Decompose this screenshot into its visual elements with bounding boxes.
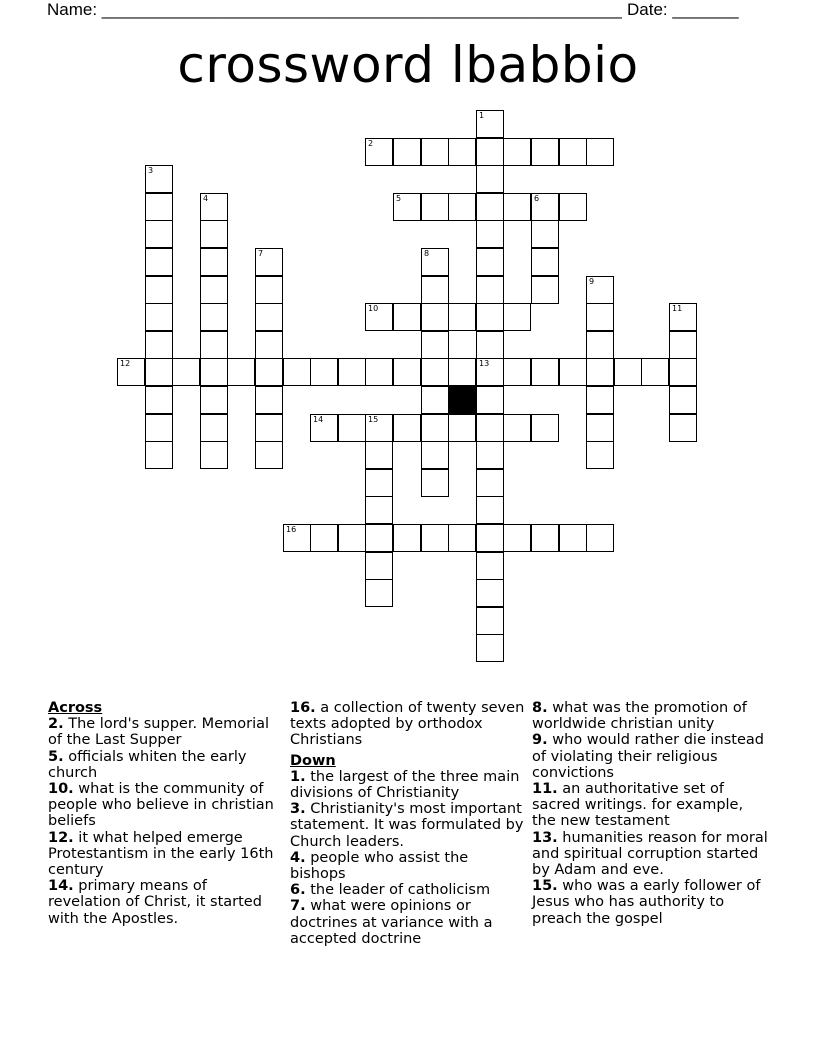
clue-text: primary means of revelation of Christ, it started with the Apostles. xyxy=(48,878,262,927)
grid-cell[interactable] xyxy=(531,358,559,386)
grid-cell[interactable] xyxy=(476,524,504,552)
grid-cell[interactable] xyxy=(255,248,283,276)
clue-text: the largest of the three main divisions of Christianity xyxy=(290,768,520,802)
grid-cell[interactable] xyxy=(200,386,228,414)
grid-cell[interactable] xyxy=(476,358,504,386)
grid-cell[interactable] xyxy=(255,276,283,304)
clue-text: an authoritative set of sacred writings. for example, the new testament xyxy=(532,781,744,830)
cell-number: 8 xyxy=(424,249,430,258)
grid-cell[interactable] xyxy=(586,386,614,414)
grid-cell[interactable] xyxy=(117,358,145,386)
clue-number: 4. xyxy=(290,849,306,866)
clue-text: it what helped emerge Protestantism in the early 16th century xyxy=(48,829,274,879)
grid-cell[interactable] xyxy=(200,276,228,304)
grid-cell[interactable] xyxy=(200,414,228,442)
cell-number: 10 xyxy=(368,304,379,313)
grid-cell[interactable] xyxy=(531,193,559,221)
cell-number: 7 xyxy=(258,249,264,258)
cell-number: 11 xyxy=(672,304,683,313)
grid-cell[interactable] xyxy=(365,358,393,386)
down-clue-list xyxy=(290,769,526,947)
grid-cell[interactable] xyxy=(255,386,283,414)
cell-number: 13 xyxy=(479,359,490,368)
grid-cell[interactable] xyxy=(614,358,642,386)
grid-cell[interactable] xyxy=(200,441,228,469)
grid-cell[interactable] xyxy=(476,276,504,304)
grid-cell[interactable] xyxy=(310,524,338,552)
grid-cell[interactable] xyxy=(145,441,173,469)
grid-cell[interactable] xyxy=(559,358,587,386)
grid-cell[interactable] xyxy=(503,193,531,221)
grid-cell[interactable] xyxy=(365,579,393,607)
clue-text: people who assist the bishops xyxy=(290,849,469,883)
clue-number: 5. xyxy=(48,748,64,765)
grid-cell[interactable] xyxy=(145,414,173,442)
grid-cell[interactable] xyxy=(393,414,421,442)
grid-cell[interactable] xyxy=(476,138,504,166)
clue-text: what is the community of people who believe in christian beliefs xyxy=(48,781,274,830)
grid-cell[interactable] xyxy=(200,220,228,248)
clue-number: 2. xyxy=(48,716,64,733)
clue-item xyxy=(290,769,526,801)
grid-cell[interactable] xyxy=(448,138,476,166)
grid-cell[interactable] xyxy=(365,469,393,497)
clue-item xyxy=(532,830,768,879)
cell-number: 9 xyxy=(589,277,595,286)
grid-cell[interactable] xyxy=(503,138,531,166)
clue-number: 3. xyxy=(290,801,306,818)
grid-cell[interactable] xyxy=(421,358,449,386)
grid-cell[interactable] xyxy=(421,469,449,497)
clue-number: 12. xyxy=(48,829,74,846)
cell-number: 16 xyxy=(286,525,297,534)
grid-cell[interactable] xyxy=(586,414,614,442)
clue-number: 7. xyxy=(290,898,306,915)
grid-cell[interactable] xyxy=(145,165,173,193)
grid-cell[interactable] xyxy=(586,138,614,166)
grid-cell[interactable] xyxy=(310,358,338,386)
clue-item xyxy=(48,716,284,748)
grid-cell[interactable] xyxy=(145,276,173,304)
grid-cell[interactable] xyxy=(531,414,559,442)
grid-cell[interactable] xyxy=(421,414,449,442)
grid-cell[interactable] xyxy=(448,414,476,442)
grid-cell[interactable] xyxy=(421,193,449,221)
grid-cell[interactable] xyxy=(586,524,614,552)
grid-cell[interactable] xyxy=(559,138,587,166)
clue-text: what were opinions or doctrines at variance with a accepted doctrine xyxy=(290,898,493,947)
clue-number: 15. xyxy=(532,878,558,895)
grid-cell[interactable] xyxy=(559,524,587,552)
grid-cell[interactable] xyxy=(421,331,449,359)
clue-number: 16. xyxy=(290,700,316,716)
black-cell xyxy=(448,386,476,414)
clue-number: 6. xyxy=(290,882,306,899)
grid-cell[interactable] xyxy=(145,248,173,276)
grid-cell[interactable] xyxy=(227,358,255,386)
clue-item xyxy=(532,700,768,732)
grid-cell[interactable] xyxy=(393,193,421,221)
grid-cell[interactable] xyxy=(448,193,476,221)
grid-cell[interactable] xyxy=(476,303,504,331)
grid-cell[interactable] xyxy=(669,414,697,442)
grid-cell[interactable] xyxy=(393,303,421,331)
cell-number: 1 xyxy=(479,111,485,120)
grid-cell[interactable] xyxy=(503,414,531,442)
down-heading: Down xyxy=(290,752,336,769)
grid-cell[interactable] xyxy=(476,414,504,442)
grid-cell[interactable] xyxy=(145,386,173,414)
grid-cell[interactable] xyxy=(586,303,614,331)
grid-cell[interactable] xyxy=(421,524,449,552)
grid-cell[interactable] xyxy=(586,441,614,469)
grid-cell[interactable] xyxy=(476,110,504,138)
grid-cell[interactable] xyxy=(476,441,504,469)
clue-text: officials whiten the early church xyxy=(48,748,247,781)
grid-cell[interactable] xyxy=(200,303,228,331)
grid-cell[interactable] xyxy=(200,248,228,276)
grid-cell[interactable] xyxy=(476,552,504,580)
clue-column-3 xyxy=(532,700,768,927)
grid-cell[interactable] xyxy=(476,248,504,276)
grid-cell[interactable] xyxy=(421,441,449,469)
grid-cell[interactable] xyxy=(393,358,421,386)
clue-item xyxy=(532,878,768,927)
across-heading: Across xyxy=(48,700,103,716)
grid-cell[interactable] xyxy=(145,358,173,386)
grid-cell[interactable] xyxy=(255,358,283,386)
cell-number: 14 xyxy=(313,415,324,424)
grid-cell[interactable] xyxy=(559,193,587,221)
clue-item xyxy=(290,882,526,898)
grid-cell[interactable] xyxy=(531,220,559,248)
grid-cell[interactable] xyxy=(421,138,449,166)
clue-column-2 xyxy=(290,700,526,947)
clue-text: a collection of twenty seven texts adopted by orthodox Christians xyxy=(290,700,525,749)
clue-item xyxy=(532,732,768,781)
grid-cell[interactable] xyxy=(200,358,228,386)
grid-cell[interactable] xyxy=(145,303,173,331)
grid-cell[interactable] xyxy=(448,524,476,552)
grid-cell[interactable] xyxy=(365,414,393,442)
grid-cell[interactable] xyxy=(365,303,393,331)
clue-number: 9. xyxy=(532,732,548,749)
grid-cell[interactable] xyxy=(255,441,283,469)
clue-number: 1. xyxy=(290,768,306,785)
grid-cell[interactable] xyxy=(421,248,449,276)
grid-cell[interactable] xyxy=(255,331,283,359)
clue-item xyxy=(48,781,284,830)
across-clue-list xyxy=(48,716,284,927)
page-title: crossword lbabbio xyxy=(177,36,639,94)
grid-cell[interactable] xyxy=(476,634,504,662)
clue-item xyxy=(290,801,526,850)
grid-cell[interactable] xyxy=(476,386,504,414)
cell-number: 3 xyxy=(148,166,154,175)
grid-cell[interactable] xyxy=(586,331,614,359)
clue-item xyxy=(532,781,768,830)
grid-cell[interactable] xyxy=(365,496,393,524)
grid-cell[interactable] xyxy=(476,220,504,248)
grid-cell[interactable] xyxy=(503,524,531,552)
grid-cell[interactable] xyxy=(476,331,504,359)
grid-cell[interactable] xyxy=(365,441,393,469)
down-clue-list-continued xyxy=(532,700,768,927)
grid-cell[interactable] xyxy=(283,358,311,386)
name-field-label: Name: _______________________________________________________ xyxy=(47,0,622,19)
cell-number: 5 xyxy=(396,194,402,203)
grid-cell[interactable] xyxy=(365,138,393,166)
grid-cell[interactable] xyxy=(145,331,173,359)
grid-cell[interactable] xyxy=(421,303,449,331)
date-field-label: Date: _______ xyxy=(627,0,739,19)
clue-item xyxy=(290,700,526,749)
grid-cell[interactable] xyxy=(338,358,366,386)
grid-cell[interactable] xyxy=(641,358,669,386)
grid-cell[interactable] xyxy=(531,524,559,552)
clue-text: what was the promotion of worldwide christian unity xyxy=(532,700,747,733)
cell-number: 6 xyxy=(534,194,540,203)
grid-cell[interactable] xyxy=(421,386,449,414)
grid-cell[interactable] xyxy=(365,524,393,552)
grid-cell[interactable] xyxy=(476,469,504,497)
grid-cell[interactable] xyxy=(448,303,476,331)
grid-cell[interactable] xyxy=(365,552,393,580)
cell-number: 15 xyxy=(368,415,379,424)
clue-number: 13. xyxy=(532,829,558,846)
grid-cell[interactable] xyxy=(531,248,559,276)
grid-cell[interactable] xyxy=(531,276,559,304)
grid-cell[interactable] xyxy=(503,358,531,386)
grid-cell[interactable] xyxy=(669,331,697,359)
grid-cell[interactable] xyxy=(145,193,173,221)
clue-text: The lord's supper. Memorial of the Last Supper xyxy=(48,716,270,749)
grid-cell[interactable] xyxy=(669,386,697,414)
clue-item xyxy=(48,878,284,927)
grid-cell[interactable] xyxy=(200,331,228,359)
cell-number: 4 xyxy=(203,194,209,203)
cell-number: 2 xyxy=(368,139,374,148)
clue-number: 11. xyxy=(532,781,558,798)
clue-item xyxy=(48,749,284,781)
grid-cell[interactable] xyxy=(476,193,504,221)
cell-number: 12 xyxy=(120,359,131,368)
across-clue-list-continued xyxy=(290,700,526,749)
grid-cell[interactable] xyxy=(200,193,228,221)
grid-cell[interactable] xyxy=(255,303,283,331)
grid-cell[interactable] xyxy=(283,524,311,552)
clue-text: humanities reason for moral and spiritual corruption started by Adam and eve. xyxy=(532,829,768,879)
grid-cell[interactable] xyxy=(476,496,504,524)
grid-cell[interactable] xyxy=(393,524,421,552)
clue-text: who would rather die instead of violating their religious convictions xyxy=(532,732,764,781)
grid-cell[interactable] xyxy=(145,220,173,248)
grid-cell[interactable] xyxy=(255,414,283,442)
clue-number: 8. xyxy=(532,700,548,716)
clue-text: Christianity's most important statement. It was formulated by Church leaders. xyxy=(290,801,524,850)
grid-cell[interactable] xyxy=(476,579,504,607)
clue-text: the leader of catholicism xyxy=(305,882,491,899)
clue-item xyxy=(290,850,526,882)
grid-cell[interactable] xyxy=(172,358,200,386)
clue-text: who was a early follower of Jesus who has authority to preach the gospel xyxy=(532,878,761,927)
grid-cell[interactable] xyxy=(310,414,338,442)
grid-cell[interactable] xyxy=(586,358,614,386)
grid-cell[interactable] xyxy=(669,303,697,331)
grid-cell[interactable] xyxy=(503,303,531,331)
grid-cell[interactable] xyxy=(476,165,504,193)
grid-cell[interactable] xyxy=(421,276,449,304)
clue-item xyxy=(48,830,284,879)
grid-cell[interactable] xyxy=(448,358,476,386)
clue-item xyxy=(290,898,526,947)
grid-cell[interactable] xyxy=(338,414,366,442)
grid-cell[interactable] xyxy=(669,358,697,386)
grid-cell[interactable] xyxy=(586,276,614,304)
grid-cell[interactable] xyxy=(531,138,559,166)
clue-number: 10. xyxy=(48,781,74,798)
clue-number: 14. xyxy=(48,878,74,895)
grid-cell[interactable] xyxy=(338,524,366,552)
grid-cell[interactable] xyxy=(476,607,504,635)
clue-column-1 xyxy=(48,700,284,927)
grid-cell[interactable] xyxy=(393,138,421,166)
